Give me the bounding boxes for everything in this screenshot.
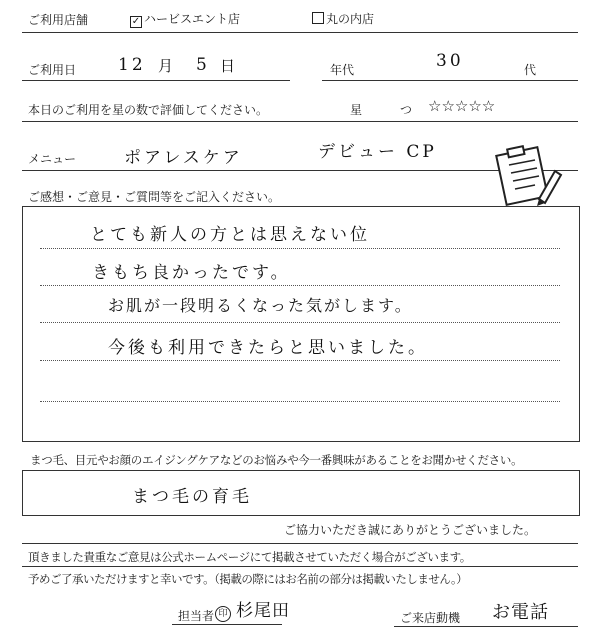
comment-line: 今後も利用できたらと思いました。 [108,338,428,358]
checkbox-checked-icon[interactable] [130,16,142,28]
concerns-answer: まつ毛の育毛 [132,487,252,507]
date-underline [22,80,290,81]
store-option-harbis-label: ハービスエント店 [144,12,241,26]
checkbox-empty-icon[interactable] [312,12,324,24]
staff-name: 杉尾田 [236,601,290,621]
visit-motive-value: お電話 [492,602,549,623]
concerns-box [22,470,580,516]
age-label: 年代 [330,63,355,77]
age-value: 30 [436,51,464,71]
row-divider [22,32,578,33]
rating-prompt: 本日のご利用を星の数で評価してください。 [28,103,269,117]
comment-line: とても新人の方とは思えない位 [90,225,370,245]
age-underline [322,80,578,81]
comment-line-rule [40,360,560,361]
store-label: ご利用店舗 [28,13,89,27]
visit-date-label: ご利用日 [28,63,77,77]
visit-month-value: 12 [118,55,146,75]
comments-prompt: ご感想・ご意見・ご質問等をご記入ください。 [28,190,281,204]
menu-item-2: デビュー CP [318,142,437,162]
clipboard-pencil-icon [495,143,567,209]
visit-day-value: 5 [196,55,210,75]
concerns-prompt: まつ毛、目元やお顔のエイジングケアなどのお悩みや今一番興味があることをお聞かせください。 [30,453,523,467]
age-unit: 代 [524,63,537,77]
notice-line-2: 予めご了承いただけますと幸いです。（掲載の際にはお名前の部分は掲載いたしません。） [28,572,468,586]
star-unit: つ [400,103,413,117]
notice-underline [22,566,578,567]
star-rating: ☆☆☆☆☆ [428,97,496,115]
comment-line: お肌が一段明るくなった気がします。 [108,296,413,315]
menu-item-1: ポアレスケア [124,148,243,168]
store-option-marunouchi-label: 丸の内店 [326,12,375,26]
store-option-marunouchi[interactable] [312,10,374,27]
store-option-harbis[interactable] [130,10,240,28]
comment-line-rule [40,322,560,323]
row-divider [22,121,578,122]
menu-label: メニュー [28,152,77,166]
comment-line-rule [40,285,560,286]
star-label: 星 [350,103,363,117]
notice-divider [22,543,578,544]
visit-motive-label: ご来店動機 [400,611,461,625]
comment-line-rule [40,248,560,249]
visit-day-unit: 日 [220,57,239,75]
check-mark: ✓ [131,16,141,27]
notice-line-1: 頂きました貴重なご意見は公式ホームページにて掲載させていただく場合がございます。 [28,550,471,564]
thanks-text: ご協力いただき誠にありがとうございました。 [284,523,537,537]
visit-month-unit: 月 [158,57,177,75]
staff-underline [172,624,282,625]
comment-line-rule [40,401,560,402]
comment-line: きもち良かったです。 [92,263,291,283]
staff-label: 担当者 [178,609,215,623]
motive-underline [394,626,578,627]
stamp-icon: 印 [215,606,231,622]
